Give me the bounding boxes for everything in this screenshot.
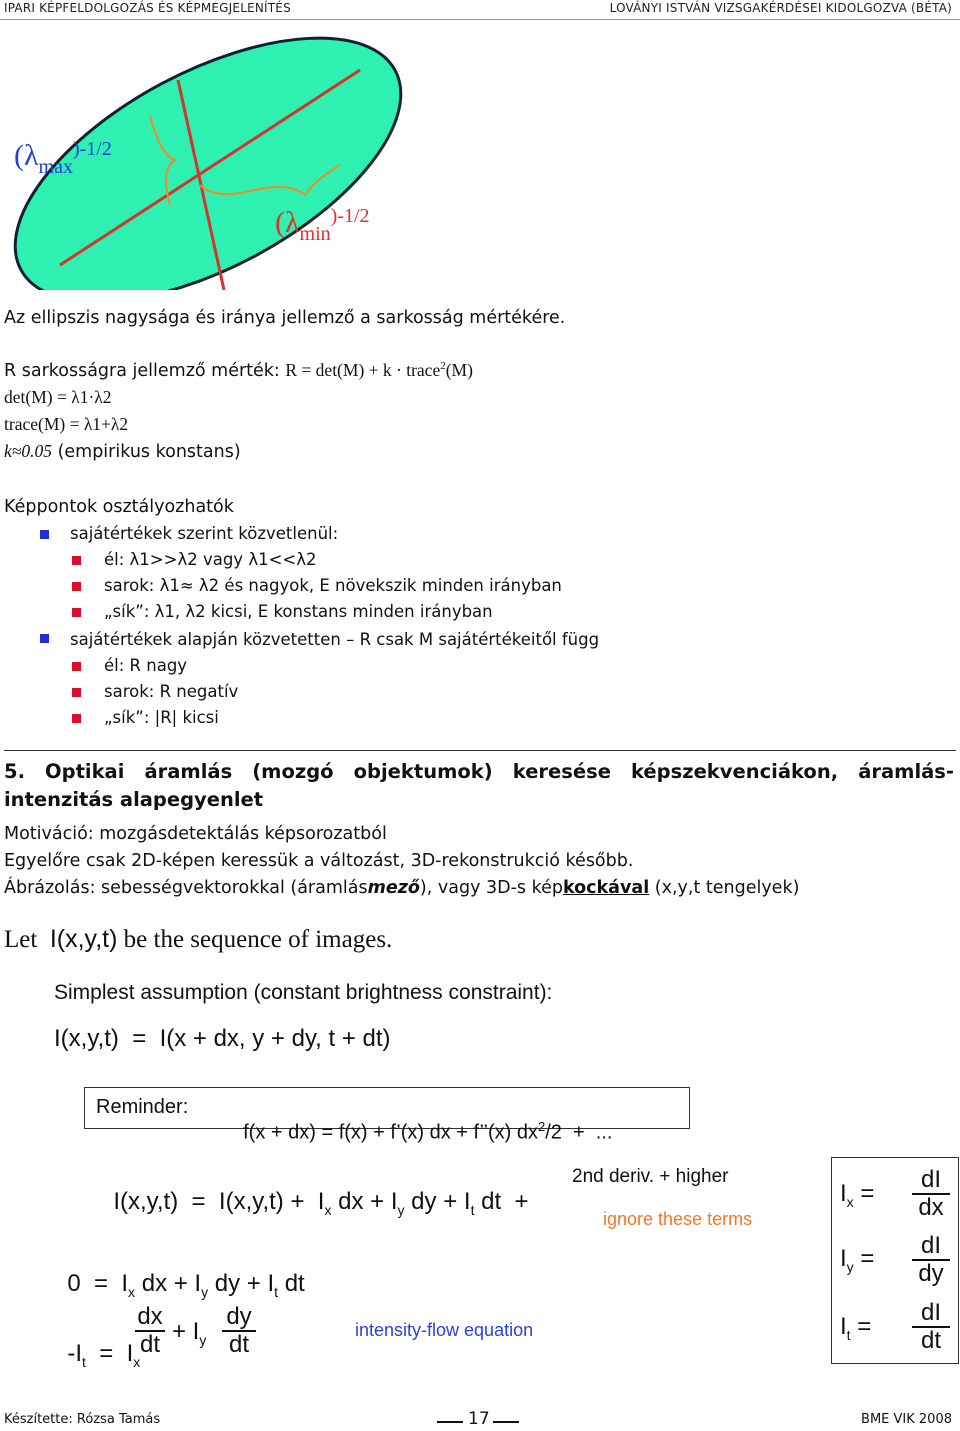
slide-eq2: $I(x,y,t) = I(x,y,t) + I_x$ dx + $I_y$ dy + $I_t$ dt + xyxy=(113,1188,536,1218)
bullet-blue-2 xyxy=(40,634,49,643)
bullet-red-3 xyxy=(72,608,81,617)
bullet-1-sub-2: sarok: λ1≈ λ2 és nagyok, E növekszik minden irányban xyxy=(104,576,562,595)
page-number: 17 xyxy=(468,1409,490,1429)
slide-eq1: I(x,y,t) = I(x + dx, y + dy, t + dt) xyxy=(54,1025,391,1052)
footer-left: Készítette: Rózsa Tamás xyxy=(4,1412,161,1427)
bullet-red-6 xyxy=(72,714,81,723)
reminder-label: Reminder: xyxy=(96,1096,189,1118)
bullet-2-sub-3: „sík”: |R| kicsi xyxy=(104,708,219,727)
frac-dIdy: dI dy xyxy=(912,1233,950,1287)
footer-line-right xyxy=(493,1421,519,1423)
k-line: k≈0.05 (empirikus konstans) xyxy=(4,441,241,462)
def-ix: $I_x$ = xyxy=(840,1180,875,1210)
footer-line-left xyxy=(437,1421,463,1423)
bullet-red-2 xyxy=(72,582,81,591)
line-2: Egyelőre csak 2D-képen keressük a változást, 3D-rekonstrukció később. xyxy=(4,851,634,871)
section5-heading: 5. Optikai áramlás (mozgó objektumok) keresése képszekvenciákon, áramlás-intenzitás alapegyenlet xyxy=(4,760,954,811)
def-it: $I_t$ = xyxy=(840,1313,872,1343)
bullet-1-sub-1: él: λ1>>λ2 vagy λ1<<λ2 xyxy=(104,550,317,569)
def-iy: $I_y$ = xyxy=(840,1245,875,1275)
header-left: IPARI KÉPFELDOLGOZÁS ÉS KÉPMEGJELENÍTÉS xyxy=(4,1,291,15)
bullet-2-sub-2: sarok: R negatív xyxy=(104,682,239,701)
frac-dIdx: dI dx xyxy=(912,1167,950,1221)
frac-dIdt: dI dt xyxy=(912,1300,950,1354)
slide-eq4: $-I_t = I_x$ xyxy=(67,1340,141,1370)
ignore-label: ignore these terms xyxy=(603,1209,753,1229)
bullet-blue-1 xyxy=(40,530,49,539)
label-lambda-max: ($\lambda_{max}^{)-1/2}$ xyxy=(14,138,112,178)
bullet-red-5 xyxy=(72,688,81,697)
frac-dxdt: dx dt xyxy=(135,1304,165,1358)
intro-text: Az ellipszis nagysága és iránya jellemző a sarkosság mértékére. xyxy=(4,308,566,328)
bullet-1-sub-3: „sík”: λ1, λ2 kicsi, E konstans minden irányban xyxy=(104,602,493,621)
bullet-2-text: sajátértékek alapján közvetetten – R csak M sajátértékeitől függ xyxy=(70,630,600,649)
flow-label: intensity-flow equation xyxy=(355,1320,534,1340)
bullet-red-4 xyxy=(72,662,81,671)
bullet-red-1 xyxy=(72,556,81,565)
bullet-1-text: sajátértékek szerint közvetlenül: xyxy=(70,524,339,543)
trace-line: trace(M) = λ1+λ2 xyxy=(4,414,129,434)
slide-eq3: $0 = I_x$ dx + $I_y$ dy + $I_t$ dt xyxy=(67,1270,305,1300)
footer-right: BME VIK 2008 xyxy=(861,1412,952,1427)
classify-title: Képpontok osztályozhatók xyxy=(4,497,234,517)
section-divider xyxy=(4,750,956,751)
slide-simplest: Simplest assumption (constant brightness constraint): xyxy=(54,981,553,1004)
det-line: det(M) = λ1·λ2 xyxy=(4,387,112,407)
slide-eq4-plus: + $I_y$ xyxy=(172,1318,207,1348)
frac-dydt: dy dt xyxy=(222,1304,256,1358)
header-right: LOVÁNYI ISTVÁN VIZSGAKÉRDÉSEI KIDOLGOZVA (BÉTA) xyxy=(609,1,952,15)
line-3: Ábrázolás: sebességvektorokkal (áramlásmező), vagy 3D-s képkockával (x,y,t tengelyek) xyxy=(4,878,800,898)
slide-let: Let I(x,y,t) be the sequence of images. xyxy=(4,925,393,953)
reminder-eq: f(x + dx) = f(x) + f’(x) dx + f’’(x) $dx^2/2$ + ... xyxy=(243,1119,613,1144)
label-lambda-min: ($\lambda_{min}^{)-1/2}$ xyxy=(275,205,370,245)
measure-line: R sarkosságra jellemző mérték: R = det(M) + k · trace$^2$(M) xyxy=(4,360,473,381)
motivation-line: Motiváció: mozgásdetektálás képsorozatból xyxy=(4,824,387,844)
slide-eq2-note: 2nd deriv. + higher xyxy=(572,1166,729,1187)
bullet-2-sub-1: él: R nagy xyxy=(104,656,188,675)
